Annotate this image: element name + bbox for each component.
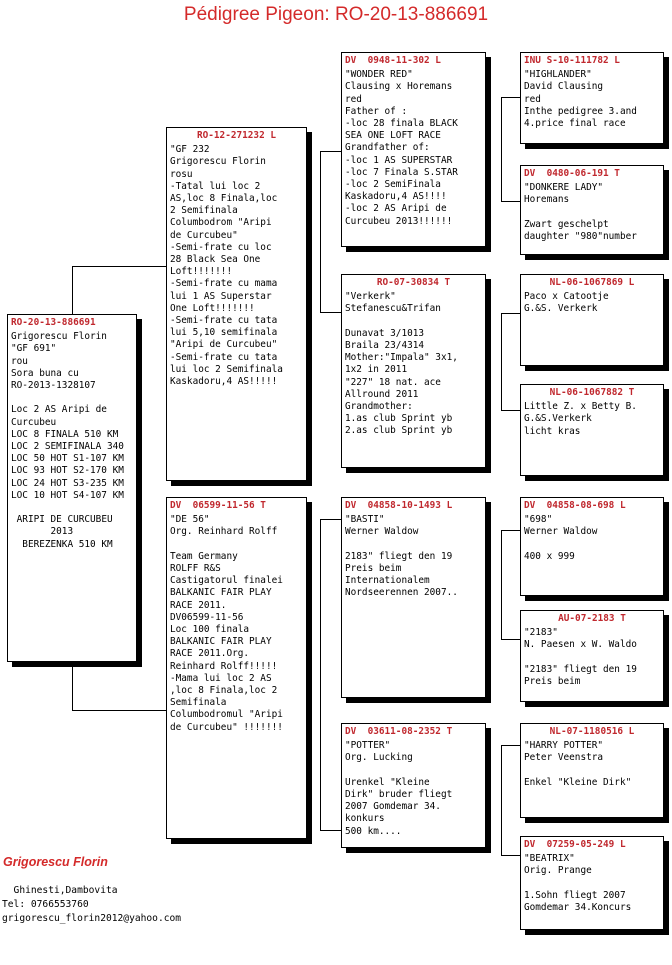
ring-number: DV 06599-11-56 T bbox=[170, 500, 266, 511]
connector bbox=[72, 710, 167, 711]
page-title: Pédigree Pigeon: RO-20-13-886691 bbox=[183, 4, 489, 25]
connector bbox=[72, 266, 73, 315]
ring-number: NL-06-1067882 T bbox=[549, 387, 635, 398]
breeder-email[interactable]: grigorescu_florin2012@yahoo.com bbox=[2, 913, 182, 924]
pigeon-card-dam bbox=[166, 497, 307, 839]
connector bbox=[501, 639, 520, 640]
breeder-location: Ghinesti,Dambovita bbox=[2, 885, 118, 896]
ring-number: DV 0480-06-191 T bbox=[524, 168, 620, 179]
pigeon-notes: "DE 56" Org. Reinhard Rolff Team Germany ROLFF R&S Castigatorul finalei BALKANIC FAIR PLAY RACE 2011. DV06599-11-56 Loc 100 finala BALKANIC FAIR PLAY RACE 2011.Org. Reinhard Rolff!!!!! -Mama lui loc 2 AS ,loc 8 Finala,loc 2 Semifinala Columbodromul "Aripi de Curcubeu" !!!!!!! bbox=[170, 514, 283, 733]
pigeon-notes: "HARRY POTTER" Peter Veenstra Enkel "Kleine Dirk" bbox=[524, 740, 632, 788]
connector bbox=[501, 313, 502, 410]
connector bbox=[501, 97, 520, 98]
ring-number: DV 07259-05-249 L bbox=[524, 839, 626, 850]
pigeon-notes: "2183" N. Paesen x W. Waldo "2183" fliegt den 19 Preis beim bbox=[524, 627, 637, 688]
ring-number: DV 04858-10-1493 L bbox=[345, 500, 453, 511]
pigeon-notes: "GF 232 Grigorescu Florin rosu -Tatal lui loc 2 AS,loc 8 Finala,loc 2 Semifinala Columbodrom "Aripi de Curcubeu" -Semi-frate cu loc 28 Black Sea One Loft!!!!!!! -Semi-frate cu mama lui 1 AS Superstar One Loft!!!!!!! -Semi-frate cu tata lui 5,10 semifinala "Aripi de Curcubeu" -Semi-frate cu tata lui loc 2 Semifinala Kaskadoru,4 AS!!!!! bbox=[170, 144, 283, 388]
connector bbox=[501, 97, 502, 201]
pigeon-notes: "DONKERE LADY" Horemans Zwart geschelpt daughter "980"number bbox=[524, 182, 637, 243]
pigeon-notes: "698" Werner Waldow 400 x 999 bbox=[524, 514, 598, 562]
connector bbox=[320, 151, 321, 312]
pigeon-notes: "HIGHLANDER" David Clausing red Inthe pedigree 3.and 4.price final race bbox=[524, 69, 637, 130]
pigeon-notes: Grigorescu Florin "GF 691" rou Sora buna cu RO-2013-1328107 Loc 2 AS Aripi de Curcubeu LOC 8 FINALA 510 KM LOC 2 SEMIFINALA 340 LOC 50 HOT S1-107 KM LOC 93 HOT S2-170 KM LOC 24 HOT S3-235 KM LOC 10 HOT S4-107 KM ARIPI DE CURCUBEU 2013 BEREZENKA 510 KM bbox=[11, 331, 124, 550]
pigeon-notes: Paco x Catootje G.&S. Verkerk bbox=[524, 291, 609, 315]
ring-number: RO-12-271232 L bbox=[196, 130, 277, 141]
connector bbox=[501, 855, 520, 856]
connector bbox=[320, 312, 341, 313]
pigeon-notes: "BASTI" Werner Waldow 2183" fliegt den 19 Preis beim Internationalem Nordseerennen 2007.. bbox=[345, 514, 458, 599]
pigeon-card-sdd bbox=[520, 384, 664, 476]
ring-number: NL-07-1180516 L bbox=[549, 726, 635, 737]
connector bbox=[501, 530, 520, 531]
pigeon-notes: "POTTER" Org. Lucking Urenkel "Kleine Dirk" bruder fliegt 2007 Gomdemar 34. konkurs 500 km.... bbox=[345, 740, 453, 837]
pigeon-card-sire-dam bbox=[341, 274, 486, 468]
pigeon-notes: Little Z. x Betty B. G.&S.Verkerk licht kras bbox=[524, 401, 637, 437]
pigeon-notes: "BEATRIX" Orig. Prange 1.Sohn fliegt 2007 Gomdemar 34.Koncurs bbox=[524, 853, 632, 914]
ring-number: DV 0948-11-302 L bbox=[345, 55, 441, 66]
connector bbox=[320, 519, 321, 830]
ring-number: DV 03611-08-2352 T bbox=[345, 726, 453, 737]
pigeon-card-dss bbox=[520, 497, 664, 596]
pigeon-card-dsd bbox=[520, 610, 664, 702]
ring-number: RO-20-13-886691 bbox=[11, 317, 96, 328]
breeder-phone: Tel: 0766553760 bbox=[2, 899, 89, 910]
pigeon-card-sss bbox=[520, 52, 664, 144]
ring-number: NL-06-1067869 L bbox=[549, 277, 635, 288]
connector bbox=[501, 313, 520, 314]
connector bbox=[501, 745, 502, 855]
connector bbox=[501, 410, 520, 411]
breeder-name: Grigorescu Florin bbox=[3, 855, 108, 869]
pigeon-card-sds bbox=[520, 274, 664, 366]
connector bbox=[72, 266, 167, 267]
ring-number: INU S-10-111782 L bbox=[524, 55, 620, 66]
ring-number: RO-07-30834 T bbox=[376, 277, 451, 288]
pigeon-card-sire-sire bbox=[341, 52, 486, 247]
pigeon-notes: "Verkerk" Stefanescu&Trifan Dunavat 3/1013 Braila 23/4314 Mother:"Impala" 3x1, 1x2 in 2011 "227" 18 nat. ace Allround 2011 Grandmother: 1.as club Sprint yb 2.as club Sprint yb bbox=[345, 291, 458, 437]
connector bbox=[320, 830, 341, 831]
connector bbox=[320, 519, 341, 520]
ring-number: DV 04858-08-698 L bbox=[524, 500, 626, 511]
connector bbox=[72, 664, 73, 710]
connector bbox=[501, 745, 520, 746]
pigeon-card-ddd bbox=[520, 836, 664, 930]
connector bbox=[320, 151, 341, 152]
pigeon-card-dds bbox=[520, 723, 664, 818]
pigeon-notes: "WONDER RED" Clausing x Horemans red Father of : -loc 28 finala BLACK SEA ONE LOFT RACE Grandfather of: -loc 1 AS SUPERSTAR -loc 7 Finala S.STAR -loc 2 SemiFinala Kaskadoru,4 AS!!!! -loc 2 AS Aripi de Curcubeu 2013!!!!!! bbox=[345, 69, 458, 227]
pigeon-card-subject bbox=[7, 314, 137, 662]
connector bbox=[501, 530, 502, 639]
pigeon-card-dam-dam bbox=[341, 723, 486, 848]
pigeon-card-ssd bbox=[520, 165, 664, 255]
pigeon-card-dam-sire bbox=[341, 497, 486, 698]
ring-number: AU-07-2183 T bbox=[558, 613, 626, 624]
pigeon-card-sire bbox=[166, 127, 307, 481]
connector bbox=[501, 201, 520, 202]
